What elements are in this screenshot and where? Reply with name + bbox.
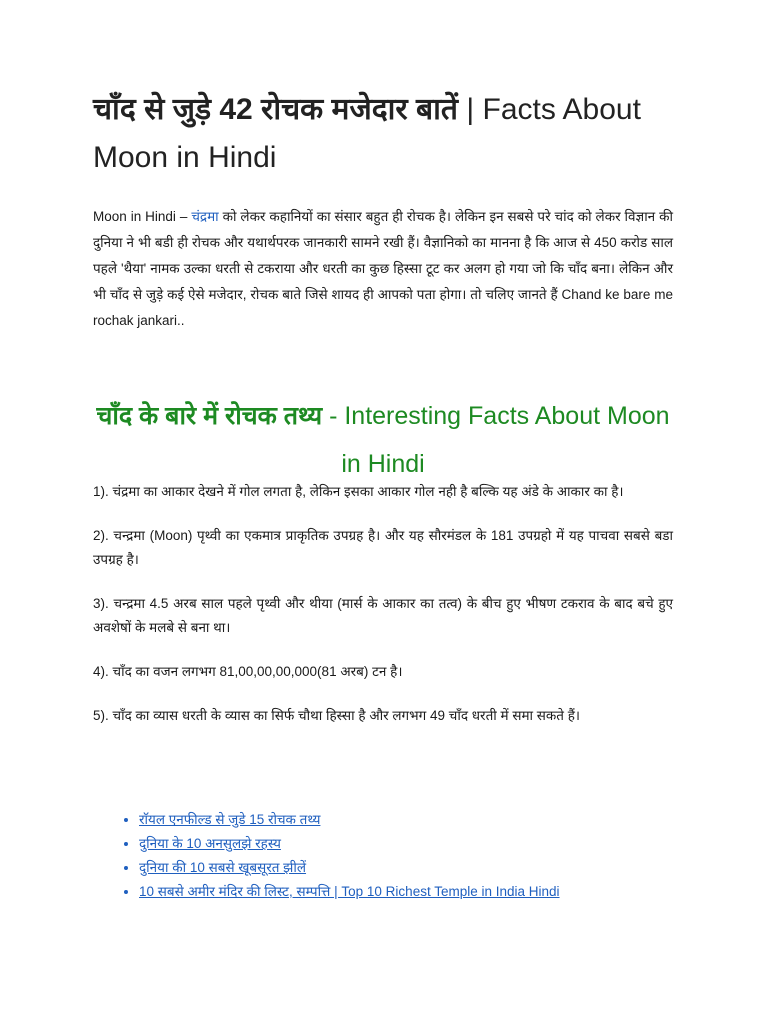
fact-item: 3). चन्द्रमा 4.5 अरब साल पहले पृथ्वी और थीया (मार्स के आकार का तत्व) के बीच हुए भीषण टकराव के बाद बचे हुए अवशेषों के मलबे से बना था। — [93, 596, 673, 635]
intro-paragraph — [93, 204, 673, 334]
fact-item: 2). चन्द्रमा (Moon) पृथ्वी का एकमात्र प्राकृतिक उपग्रह है। और यह सौरमंडल के 181 उपग्रहो में यह पाचवा सबसे बडा उपग्रह है। — [93, 528, 673, 567]
intro-lead: Moon in Hindi – — [93, 209, 192, 224]
page-title — [93, 86, 693, 182]
section-heading — [93, 392, 673, 488]
related-link-item — [139, 832, 699, 856]
related-link[interactable]: राॅयल एनफील्ड से जुडे 15 रोचक तथ्य — [139, 812, 321, 827]
related-link-item — [139, 856, 699, 880]
section-heading-hindi: चाँद के बारे में रोचक तथ्य — [96, 402, 323, 430]
section-heading-english: - Interesting Facts About Moon in Hindi — [322, 402, 670, 478]
fact-item: 5). चाँद का व्यास धरती के व्यास का सिर्फ चौथा हिस्सा है और लगभग 49 चाँद धरती में समा सकते हैं। — [93, 708, 581, 723]
fact-item: 1). चंद्रमा का आकार देखने में गोल लगता है, लेकिन इसका आकार गोल नही है बल्कि यह अंडे के आकार का है। — [93, 484, 624, 499]
related-link-item — [139, 808, 699, 832]
related-link[interactable]: दुनिया के 10 अनसुलझे रहस्य — [139, 836, 281, 851]
moon-link[interactable]: चंद्रमा — [191, 209, 219, 224]
facts-list — [93, 480, 673, 748]
related-link[interactable]: 10 सबसे अमीर मंदिर की लिस्ट, सम्पत्ति | Top 10 Richest Temple in India Hindi — [139, 884, 560, 899]
related-link-item — [139, 880, 699, 904]
fact-item: 4). चाँद का वजन लगभग 81,00,00,00,000(81 अरब) टन है। — [93, 664, 403, 679]
related-links — [115, 808, 699, 904]
related-link[interactable]: दुनिया की 10 सबसे खूबसूरत झीलें — [139, 860, 307, 875]
title-english: Facts About Moon in Hindi — [93, 93, 641, 174]
intro-text: को लेकर कहानियों का संसार बहुत ही रोचक है। लेकिन इन सबसे परे चांद को लेकर विज्ञान की दुनिया ने भी बडी ही रोचक और यथार्थपरक जानकारी सामने रखी हैं। वैज्ञानिको का मानना है कि आज से 450 करोड साल पहले 'थैया' नामक उल्का धरती से टकराया और धरती का कुछ हिस्सा टूट कर अलग हो गया जो कि चाँद बना। लेकिन और भी चाँद से जुड़े कई ऐसे मजेदार, रोचक बाते जिसे शायद ही आपको पता होगा। तो चलिए जानते हैं Chand ke bare me rochak jankari.. — [93, 209, 673, 328]
title-separator: | — [458, 93, 483, 126]
title-hindi: चाँद से जुड़े 42 रोचक मजेदार बातें — [93, 93, 459, 126]
